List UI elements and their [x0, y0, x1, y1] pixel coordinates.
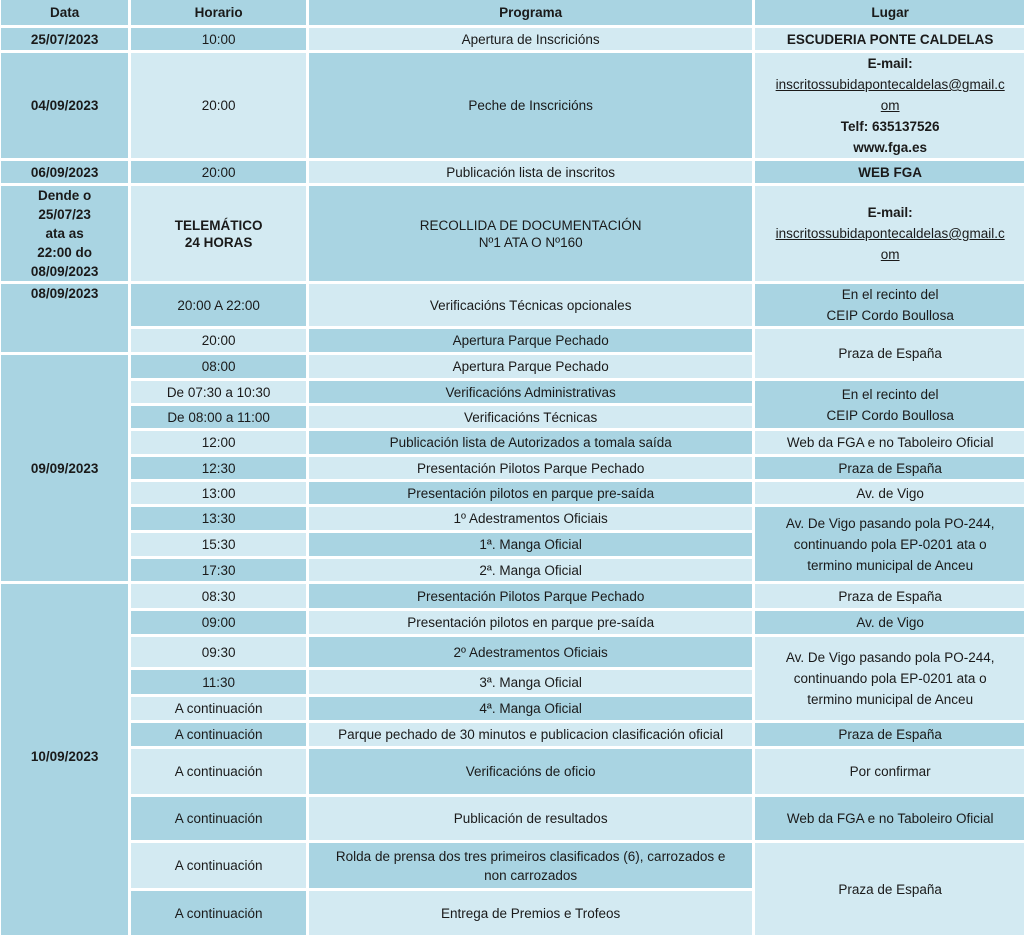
horario-cell: 20:00 — [131, 53, 306, 158]
table-row — [1, 637, 1024, 667]
table-row — [1, 723, 1024, 746]
programa-line: RECOLLIDA DE DOCUMENTACIÓN — [419, 217, 642, 233]
lugar-cell: Web da FGA e no Taboleiro Oficial — [755, 797, 1024, 840]
table-row — [1, 431, 1024, 454]
horario-cell: A continuación — [131, 797, 306, 840]
lugar-line: continuando pola EP-0201 ata o — [793, 536, 987, 552]
lugar-cell: Praza de España — [755, 329, 1024, 378]
table-row — [1, 186, 1024, 281]
email-link-continued[interactable]: om — [880, 247, 900, 262]
lugar-cell: Praza de España — [755, 457, 1024, 479]
website-link[interactable]: www.fga.es — [853, 140, 928, 155]
lugar-cell: Praza de España — [755, 723, 1024, 746]
date-line: 22:00 do — [37, 245, 93, 260]
horario-cell: A continuación — [131, 697, 306, 720]
date-cell: 08/09/2023 — [1, 284, 128, 352]
programa-cell: Apertura de Inscricións — [309, 28, 752, 50]
header-programa: Programa — [309, 0, 752, 25]
date-cell: 06/09/2023 — [1, 161, 128, 183]
table-row — [1, 507, 1024, 530]
horario-cell: 17:30 — [131, 559, 306, 581]
programa-cell: Verificacións Técnicas — [309, 406, 752, 428]
email-link[interactable]: inscritossubidapontecaldelas@gmail.c — [775, 226, 1005, 241]
programa-cell: Entrega de Premios e Trofeos — [309, 891, 752, 935]
programa-cell — [309, 186, 752, 281]
lugar-cell: Av. de Vigo — [755, 611, 1024, 634]
table-row — [1, 53, 1024, 158]
programa-cell: 1ª. Manga Oficial — [309, 533, 752, 556]
date-cell: 09/09/2023 — [1, 355, 128, 581]
programa-cell: Verificacións de oficio — [309, 749, 752, 794]
programa-cell: Parque pechado de 30 minutos e publicacion clasificación oficial — [309, 723, 752, 746]
programa-cell: Peche de Inscricións — [309, 53, 752, 158]
lugar-cell — [755, 284, 1024, 326]
horario-cell: 09:30 — [131, 637, 306, 667]
horario-cell: 13:00 — [131, 482, 306, 504]
table-row — [1, 161, 1024, 183]
programa-cell: 4ª. Manga Oficial — [309, 697, 752, 720]
table-row — [1, 482, 1024, 504]
lugar-cell: Por confirmar — [755, 749, 1024, 794]
horario-cell: 11:30 — [131, 670, 306, 694]
date-cell: 25/07/2023 — [1, 28, 128, 50]
lugar-line: En el recinto del — [841, 386, 939, 402]
lugar-cell: Web da FGA e no Taboleiro Oficial — [755, 431, 1024, 454]
table-row — [1, 611, 1024, 634]
email-label: E-mail: — [867, 205, 913, 220]
horario-cell: 09:00 — [131, 611, 306, 634]
lugar-cell — [755, 637, 1024, 720]
horario-line: 24 HORAS — [184, 234, 253, 250]
horario-cell: De 07:30 a 10:30 — [131, 381, 306, 403]
horario-cell: 12:00 — [131, 431, 306, 454]
programa-line: non carrozados — [484, 867, 578, 883]
programa-cell: Presentación Pilotos Parque Pechado — [309, 584, 752, 608]
lugar-line: Av. De Vigo pasando pola PO-244, — [785, 515, 995, 531]
table-row — [1, 749, 1024, 794]
email-label: E-mail: — [867, 56, 913, 71]
horario-cell: 10:00 — [131, 28, 306, 50]
horario-cell: 13:30 — [131, 507, 306, 530]
table-row — [1, 797, 1024, 840]
date-line: 25/07/23 — [38, 207, 91, 222]
programa-cell: 1º Adestramentos Oficiais — [309, 507, 752, 530]
table-row — [1, 28, 1024, 50]
header-lugar: Lugar — [755, 0, 1024, 25]
programa-cell: Apertura Parque Pechado — [309, 355, 752, 378]
programa-cell: 2ª. Manga Oficial — [309, 559, 752, 581]
horario-cell: A continuación — [131, 843, 306, 888]
table-row — [1, 284, 1024, 326]
horario-line: TELEMÁTICO — [174, 217, 263, 233]
lugar-cell — [755, 53, 1024, 158]
table-row — [1, 329, 1024, 352]
table-row — [1, 584, 1024, 608]
lugar-cell: WEB FGA — [755, 161, 1024, 183]
lugar-cell — [755, 186, 1024, 281]
programa-cell: Publicación lista de inscritos — [309, 161, 752, 183]
lugar-line: CEIP Cordo Boullosa — [826, 308, 954, 323]
programa-cell: Apertura Parque Pechado — [309, 329, 752, 352]
header-horario: Horario — [131, 0, 306, 25]
date-cell: 10/09/2023 — [1, 584, 128, 935]
programa-cell: Publicación de resultados — [309, 797, 752, 840]
programa-cell: Verificacións Técnicas opcionales — [309, 284, 752, 326]
programa-cell: 3ª. Manga Oficial — [309, 670, 752, 694]
phone-number: Telf: 635137526 — [840, 119, 940, 134]
programa-cell: Publicación lista de Autorizados a tomala saída — [309, 431, 752, 454]
lugar-cell: Praza de España — [755, 843, 1024, 935]
table-row — [1, 381, 1024, 403]
lugar-cell: Praza de España — [755, 584, 1024, 608]
programa-cell: Presentación pilotos en parque pre-saída — [309, 482, 752, 504]
table-row — [1, 843, 1024, 888]
lugar-cell: ESCUDERIA PONTE CALDELAS — [755, 28, 1024, 50]
horario-cell: 20:00 — [131, 329, 306, 352]
programa-cell: Verificacións Administrativas — [309, 381, 752, 403]
lugar-line: Av. De Vigo pasando pola PO-244, — [785, 650, 995, 665]
horario-cell: A continuación — [131, 749, 306, 794]
horario-cell: 15:30 — [131, 533, 306, 556]
lugar-line: continuando pola EP-0201 ata o — [793, 671, 987, 686]
horario-cell: 20:00 A 22:00 — [131, 284, 306, 326]
lugar-cell: Av. de Vigo — [755, 482, 1024, 504]
horario-cell: A continuación — [131, 891, 306, 935]
programa-cell — [309, 843, 752, 888]
horario-cell: A continuación — [131, 723, 306, 746]
lugar-cell — [755, 381, 1024, 428]
lugar-line: En el recinto del — [841, 287, 939, 302]
programa-cell: 2º Adestramentos Oficiais — [309, 637, 752, 667]
lugar-line: CEIP Cordo Boullosa — [826, 407, 954, 423]
date-line: ata as — [45, 226, 84, 241]
horario-cell: 08:00 — [131, 355, 306, 378]
lugar-line: termino municipal de Anceu — [807, 557, 974, 573]
horario-cell: 20:00 — [131, 161, 306, 183]
header-data: Data — [1, 0, 128, 25]
horario-cell: 08:30 — [131, 584, 306, 608]
date-line: 08/09/2023 — [30, 264, 99, 279]
lugar-cell — [755, 507, 1024, 581]
programa-cell: Presentación pilotos en parque pre-saída — [309, 611, 752, 634]
horario-cell: De 08:00 a 11:00 — [131, 406, 306, 428]
programa-line: Nº1 ATA O Nº160 — [478, 234, 583, 250]
programa-line: Rolda de prensa dos tres primeiros clasificados (6), carrozados e — [335, 848, 726, 864]
email-link-continued[interactable]: om — [880, 98, 900, 113]
date-cell: 04/09/2023 — [1, 53, 128, 158]
table-row — [1, 457, 1024, 479]
header-row — [1, 0, 1024, 25]
programa-cell: Presentación Pilotos Parque Pechado — [309, 457, 752, 479]
horario-cell — [131, 186, 306, 281]
email-link[interactable]: inscritossubidapontecaldelas@gmail.c — [775, 77, 1005, 92]
lugar-line: termino municipal de Anceu — [807, 692, 974, 707]
date-cell — [1, 186, 128, 281]
date-line: Dende o — [37, 188, 92, 203]
horario-cell: 12:30 — [131, 457, 306, 479]
